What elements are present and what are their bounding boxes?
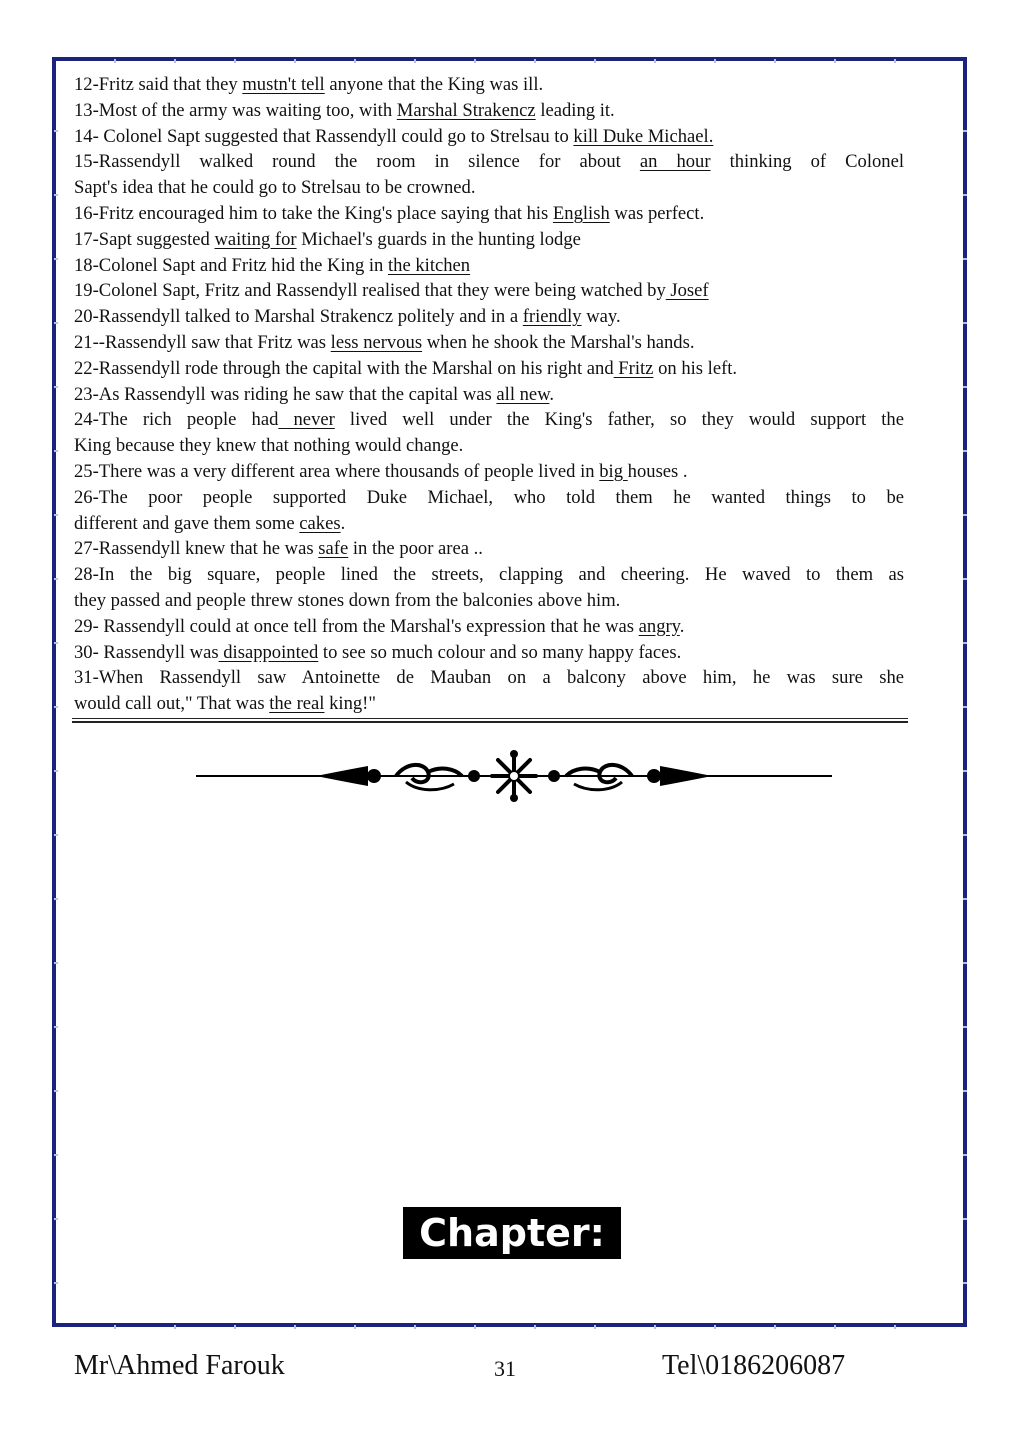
line-text: 22-Rassendyll rode through the capital with the Marshal on his right and [74, 357, 614, 379]
answer-line [74, 640, 904, 666]
answer-line [74, 227, 904, 253]
line-text: would call out," That was [74, 693, 270, 715]
frame-tick [774, 1325, 776, 1329]
answer-line [74, 149, 904, 175]
answer-line [74, 72, 904, 98]
line-text: 29- Rassendyll could at once tell from the Marshal's expression that he was [74, 615, 639, 637]
line-text: in the poor area .. [348, 538, 483, 560]
frame-tick [594, 1325, 596, 1329]
line-text: 30- Rassendyll was [74, 641, 219, 663]
line-text: 25-There was a very different area where thousands of people lived in [74, 460, 600, 482]
line-text: king!" [324, 693, 376, 715]
frame-tick [963, 898, 967, 900]
answer-line [74, 665, 904, 691]
answer-word: English [552, 202, 610, 224]
line-text: . [549, 383, 555, 405]
answer-line [74, 459, 904, 485]
answer-line [74, 614, 904, 640]
answer-line [74, 588, 904, 614]
frame-tick [54, 130, 58, 132]
line-text: 18-Colonel Sapt and Fritz hid the King in [74, 254, 388, 276]
line-text: Michael's guards in the hunting lodge [296, 228, 581, 250]
answer-line [74, 278, 904, 304]
line-text: 12-Fritz said that they [74, 74, 243, 95]
line-text: they passed and people threw stones down from the balconies above him. [74, 589, 621, 611]
frame-tick [54, 578, 58, 580]
frame-tick [54, 194, 58, 196]
line-text: 28-In the big square, people lined the streets, clapping and cheering. He waved to them as [74, 564, 904, 586]
frame-tick [963, 514, 967, 516]
frame-tick [54, 1026, 58, 1028]
answer-word: mustn't tell [242, 74, 325, 95]
frame-tick [354, 1325, 356, 1329]
frame-tick [963, 706, 967, 708]
answer-line [74, 124, 904, 150]
frame-tick [774, 59, 776, 63]
frame-tick [963, 770, 967, 772]
line-text: Sapt's idea that he could go to Strelsau to be crowned. [74, 177, 476, 199]
frame-tick [963, 1282, 967, 1284]
frame-tick [174, 1325, 176, 1329]
line-text: 23-As Rassendyll was riding he saw that the capital was [74, 383, 497, 405]
answer-word: kill Duke Michael. [573, 125, 714, 147]
frame-tick [894, 59, 896, 63]
frame-tick [963, 130, 967, 132]
frame-tick [54, 1154, 58, 1156]
frame-tick [294, 1325, 296, 1329]
line-text: was perfect. [609, 202, 705, 224]
frame-tick [54, 834, 58, 836]
frame-tick [54, 450, 58, 452]
line-text: 19-Colonel Sapt, Fritz and Rassendyll realised that they were being watched by [74, 280, 666, 302]
line-text: 20-Rassendyll talked to Marshal Strakencz politely and in a [74, 306, 523, 328]
answer-word: cakes [299, 512, 341, 534]
frame-tick [963, 834, 967, 836]
frame-tick [54, 258, 58, 260]
answer-word: never [278, 409, 335, 431]
footer-phone: Tel\0186206087 [662, 1350, 846, 1381]
frame-tick [594, 59, 596, 63]
frame-tick [963, 1090, 967, 1092]
divider-line [72, 718, 908, 719]
answer-word: the kitchen [388, 254, 471, 276]
answer-word: friendly [522, 306, 582, 328]
frame-tick [963, 450, 967, 452]
chapter-heading: Chapter: 3 [403, 1207, 621, 1259]
frame-tick [963, 962, 967, 964]
line-text: 15-Rassendyll walked round the room in silence for about [74, 151, 640, 173]
answer-word: Josef [665, 280, 709, 302]
frame-tick [54, 962, 58, 964]
frame-tick [414, 59, 416, 63]
answer-line [74, 536, 904, 562]
answer-word: less nervous [330, 331, 423, 353]
footer-author: Mr\Ahmed Farouk [74, 1350, 285, 1381]
answer-line [74, 485, 904, 511]
frame-tick [963, 578, 967, 580]
divider-line-thick [72, 721, 908, 723]
answer-word: big [599, 460, 628, 482]
answer-word: safe [318, 538, 349, 560]
frame-tick [963, 194, 967, 196]
line-text: 31-When Rassendyll saw Antoinette de Mauban on a balcony above him, he was sure she [74, 667, 904, 689]
frame-tick [114, 1325, 116, 1329]
line-text: King because they knew that nothing would change. [74, 435, 464, 457]
line-text: 16-Fritz encouraged him to take the King's place saying that his [74, 202, 553, 224]
answer-line [74, 201, 904, 227]
line-text: 26-The poor people supported Duke Michael, who told them he wanted things to be [74, 486, 904, 508]
footer-page-number: 31 [494, 1356, 516, 1381]
frame-tick [54, 642, 58, 644]
frame-tick [714, 59, 716, 63]
frame-tick [714, 1325, 716, 1329]
answer-word: all new [496, 383, 550, 405]
line-text: houses . [627, 460, 688, 482]
answer-word: Fritz [613, 357, 654, 379]
frame-tick [963, 258, 967, 260]
frame-tick [894, 1325, 896, 1329]
frame-tick [963, 1154, 967, 1156]
answer-line [74, 304, 904, 330]
frame-tick [534, 59, 536, 63]
answer-line [74, 407, 904, 433]
answer-word: disappointed [218, 641, 319, 663]
line-text: to see so much colour and so many happy faces. [318, 641, 682, 663]
answer-line [74, 382, 904, 408]
frame-tick [54, 1090, 58, 1092]
answer-line [74, 98, 904, 124]
frame-tick [54, 514, 58, 516]
answer-word: the real [269, 693, 325, 715]
line-text: way. [581, 306, 621, 328]
frame-tick [654, 1325, 656, 1329]
frame-tick [654, 59, 656, 63]
line-text: leading it. [535, 99, 615, 121]
answer-word: Marshal Strakencz [396, 99, 536, 121]
frame-tick [963, 386, 967, 388]
frame-tick [54, 386, 58, 388]
frame-tick [534, 1325, 536, 1329]
frame-tick [54, 1282, 58, 1284]
answer-line [74, 175, 904, 201]
answer-line [74, 562, 904, 588]
frame-tick [834, 59, 836, 63]
answer-word: waiting for [214, 228, 297, 250]
frame-tick [54, 322, 58, 324]
frame-tick [54, 1218, 58, 1220]
line-text: lived well under the King's father, so they would support the [334, 409, 904, 431]
frame-tick [174, 59, 176, 63]
line-text: on his left. [653, 357, 738, 379]
line-text: anyone that the King was ill. [324, 74, 544, 95]
frame-tick [963, 322, 967, 324]
answer-line [74, 433, 904, 459]
frame-tick [354, 59, 356, 63]
answer-line [74, 691, 904, 717]
answer-word: an hour [639, 151, 711, 173]
line-text: 24-The rich people had [74, 409, 279, 431]
line-text: different and gave them some [74, 512, 300, 534]
answer-line [74, 356, 904, 382]
answer-word: angry [638, 615, 680, 637]
frame-tick [54, 706, 58, 708]
line-text: 13-Most of the army was waiting too, with [74, 99, 397, 121]
line-text: 21--Rassendyll saw that Fritz was [74, 331, 331, 353]
frame-tick [54, 770, 58, 772]
line-text: 27-Rassendyll knew that he was [74, 538, 319, 560]
frame-tick [54, 898, 58, 900]
frame-tick [474, 59, 476, 63]
frame-tick [234, 1325, 236, 1329]
line-text: . [679, 615, 685, 637]
line-text: when he shook the Marshal's hands. [422, 331, 695, 353]
line-text: . [340, 512, 346, 534]
frame-tick [834, 1325, 836, 1329]
frame-tick [114, 59, 116, 63]
answer-line [74, 253, 904, 279]
frame-tick [294, 59, 296, 63]
frame-tick [963, 642, 967, 644]
frame-tick [474, 1325, 476, 1329]
frame-tick [414, 1325, 416, 1329]
frame-tick [963, 1026, 967, 1028]
answer-list [74, 72, 904, 717]
answer-line [74, 511, 904, 537]
line-text: 14- Colonel Sapt suggested that Rassendyll could go to Strelsau to [74, 125, 574, 147]
ornamental-divider-icon [196, 748, 832, 804]
answer-line [74, 330, 904, 356]
line-text: thinking of Colonel [710, 151, 904, 173]
frame-tick [963, 1218, 967, 1220]
line-text: 17-Sapt suggested [74, 228, 215, 250]
frame-tick [234, 59, 236, 63]
